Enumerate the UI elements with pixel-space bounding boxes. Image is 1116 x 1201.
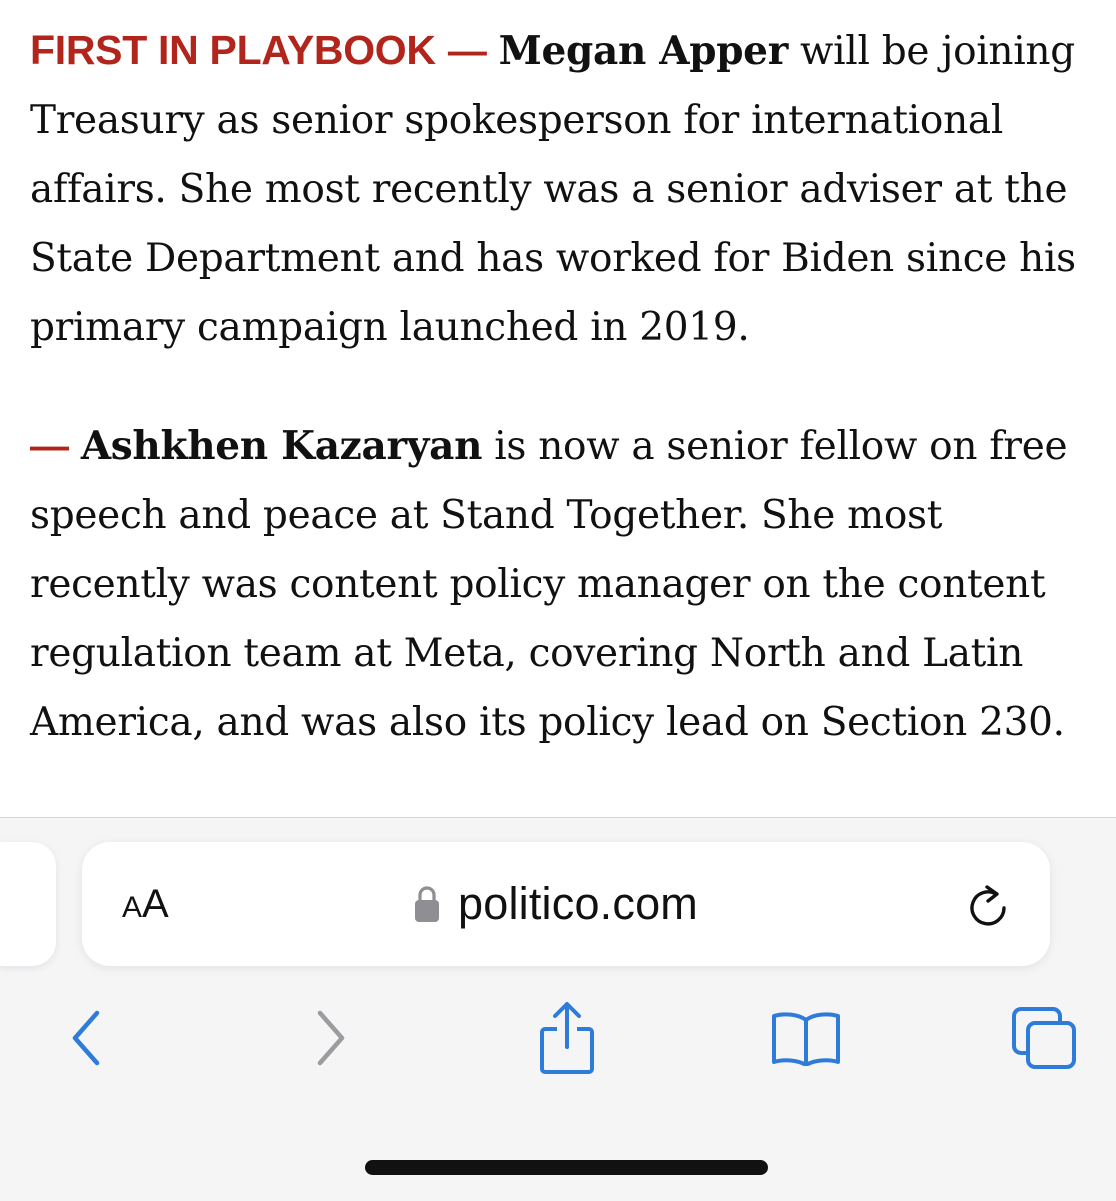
aa-large-letter: A bbox=[142, 882, 169, 926]
address-bar[interactable] bbox=[82, 842, 1050, 966]
reader-aa-button[interactable] bbox=[122, 878, 169, 930]
tabs-button[interactable] bbox=[1008, 1003, 1082, 1073]
person-name: Megan Apper bbox=[498, 28, 788, 74]
share-button[interactable] bbox=[532, 1003, 602, 1073]
article-body bbox=[30, 16, 1100, 757]
previous-tab-card[interactable] bbox=[0, 842, 56, 966]
forward-button[interactable] bbox=[305, 1003, 355, 1073]
chevron-left-icon bbox=[65, 1008, 105, 1068]
browser-toolbar bbox=[0, 817, 1116, 1201]
em-dash: — bbox=[447, 30, 487, 73]
paragraph-text: will be joining Treasury as senior spokesperson for international affairs. She most recently was a senior adviser at the State Department and has worked for Biden since his primary campaign launched in 2019. bbox=[30, 29, 1076, 350]
share-icon bbox=[535, 1001, 599, 1075]
home-indicator[interactable] bbox=[365, 1160, 768, 1175]
back-button[interactable] bbox=[60, 1003, 110, 1073]
book-icon bbox=[770, 1010, 842, 1066]
url-display[interactable] bbox=[412, 878, 698, 930]
bookmarks-button[interactable] bbox=[768, 1003, 844, 1073]
aa-small-letter: A bbox=[122, 891, 143, 924]
reload-icon[interactable] bbox=[962, 882, 1014, 934]
chevron-right-icon bbox=[310, 1008, 350, 1068]
person-name: Ashkhen Kazaryan bbox=[80, 423, 483, 469]
kicker-label: FIRST IN PLAYBOOK bbox=[30, 27, 436, 73]
paragraph-ashkhen-kazaryan bbox=[30, 412, 1100, 757]
em-dash: — bbox=[30, 425, 69, 468]
url-text: politico.com bbox=[458, 878, 698, 929]
paragraph-text: is now a senior fellow on free speech and peace at Stand Together. She most recently was content policy manager on the content regulation team at Meta, covering North and Latin America, and was also its policy lead on Section 230. bbox=[30, 424, 1068, 745]
tabs-icon bbox=[1010, 1005, 1080, 1071]
paragraph-megan-apper bbox=[30, 16, 1100, 362]
lock-icon bbox=[412, 884, 442, 924]
